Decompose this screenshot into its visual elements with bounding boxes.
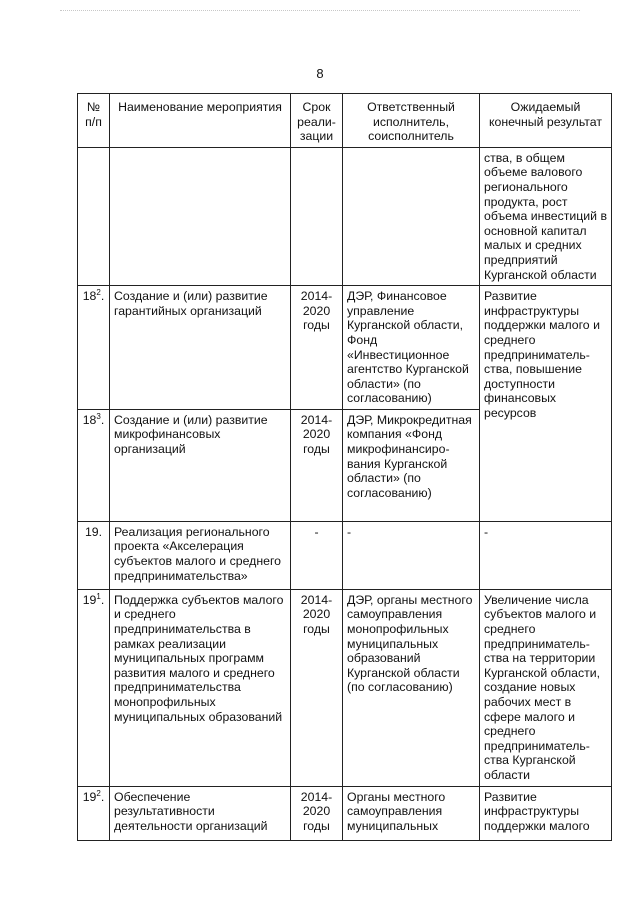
row-name: Поддержка субъектов малого и среднего предпринимательства в рамках реализации муниципальных программ развития малого и среднего предпринимательства монопрофильных муниципальных образований bbox=[110, 589, 291, 786]
row-term: 2014-2020 годы bbox=[291, 409, 343, 521]
row-name: Обеспечение результативности деятельности организаций bbox=[110, 786, 291, 840]
row-name: Реализация регионального проекта «Акселерация субъектов малого и среднего предпринимательства» bbox=[110, 521, 291, 589]
row-num: $18^2$. bbox=[78, 286, 110, 410]
header-result: Ожидаемый конечный результат bbox=[480, 94, 612, 148]
row-num: $18^3$. bbox=[78, 409, 110, 521]
scan-artifact-line bbox=[60, 10, 580, 11]
row-term bbox=[291, 147, 343, 285]
row-num: 19. bbox=[78, 521, 110, 589]
table-header-row bbox=[78, 94, 612, 148]
row-name bbox=[110, 147, 291, 285]
row-term: - bbox=[291, 521, 343, 589]
row-name: Создание и (или) развитие микрофинансовых организаций bbox=[110, 409, 291, 521]
row-num: $19^2$. bbox=[78, 786, 110, 840]
row-executor bbox=[343, 147, 480, 285]
page-number: 8 bbox=[316, 66, 324, 81]
row-executor: ДЭР, Финансовое управление Курганской области, Фонд «Инвестиционное агентство Курганской области» (по согласованию) bbox=[343, 286, 480, 410]
row-num bbox=[78, 147, 110, 285]
row-executor: Органы местного самоуправления муниципальных bbox=[343, 786, 480, 840]
row-num: $19^1$. bbox=[78, 589, 110, 786]
table-row bbox=[78, 147, 612, 285]
row-term: 2014-2020 годы bbox=[291, 286, 343, 410]
header-num: № п/п bbox=[78, 94, 110, 148]
header-executor: Ответственный исполнитель, соисполнитель bbox=[343, 94, 480, 148]
row-result: Увеличение числа субъектов малого и среднего предприниматель-ства на территории Курганской области, создание новых рабочих мест в сфере малого и среднего предприниматель-ства Курганской области bbox=[480, 589, 612, 786]
row-executor: ДЭР, Микрокредитная компания «Фонд микрофинансиро-вания Курганской области» (по согласованию) bbox=[343, 409, 480, 521]
row-name: Создание и (или) развитие гарантийных организаций bbox=[110, 286, 291, 410]
table-row bbox=[78, 286, 612, 410]
table-row bbox=[78, 786, 612, 840]
row-result: Развитие инфраструктуры поддержки малого bbox=[480, 786, 612, 840]
row-executor: ДЭР, органы местного самоуправления монопрофильных муниципальных образований Курганской области (по согласованию) bbox=[343, 589, 480, 786]
measures-table bbox=[77, 93, 612, 841]
row-term: 2014-2020 годы bbox=[291, 589, 343, 786]
table-row bbox=[78, 521, 612, 589]
row-result: ства, в общем объеме валового регионального продукта, рост объема инвестиций в основной капитал малых и средних предприятий Курганской области bbox=[480, 147, 612, 285]
row-executor: - bbox=[343, 521, 480, 589]
table-row bbox=[78, 589, 612, 786]
header-name: Наименование мероприятия bbox=[110, 94, 291, 148]
row-result: - bbox=[480, 521, 612, 589]
row-result: Развитие инфраструктуры поддержки малого и среднего предприниматель-ства, повышение доступности финансовых ресурсов bbox=[480, 286, 612, 522]
header-term: Срок реали-зации bbox=[291, 94, 343, 148]
row-term: 2014-2020 годы bbox=[291, 786, 343, 840]
